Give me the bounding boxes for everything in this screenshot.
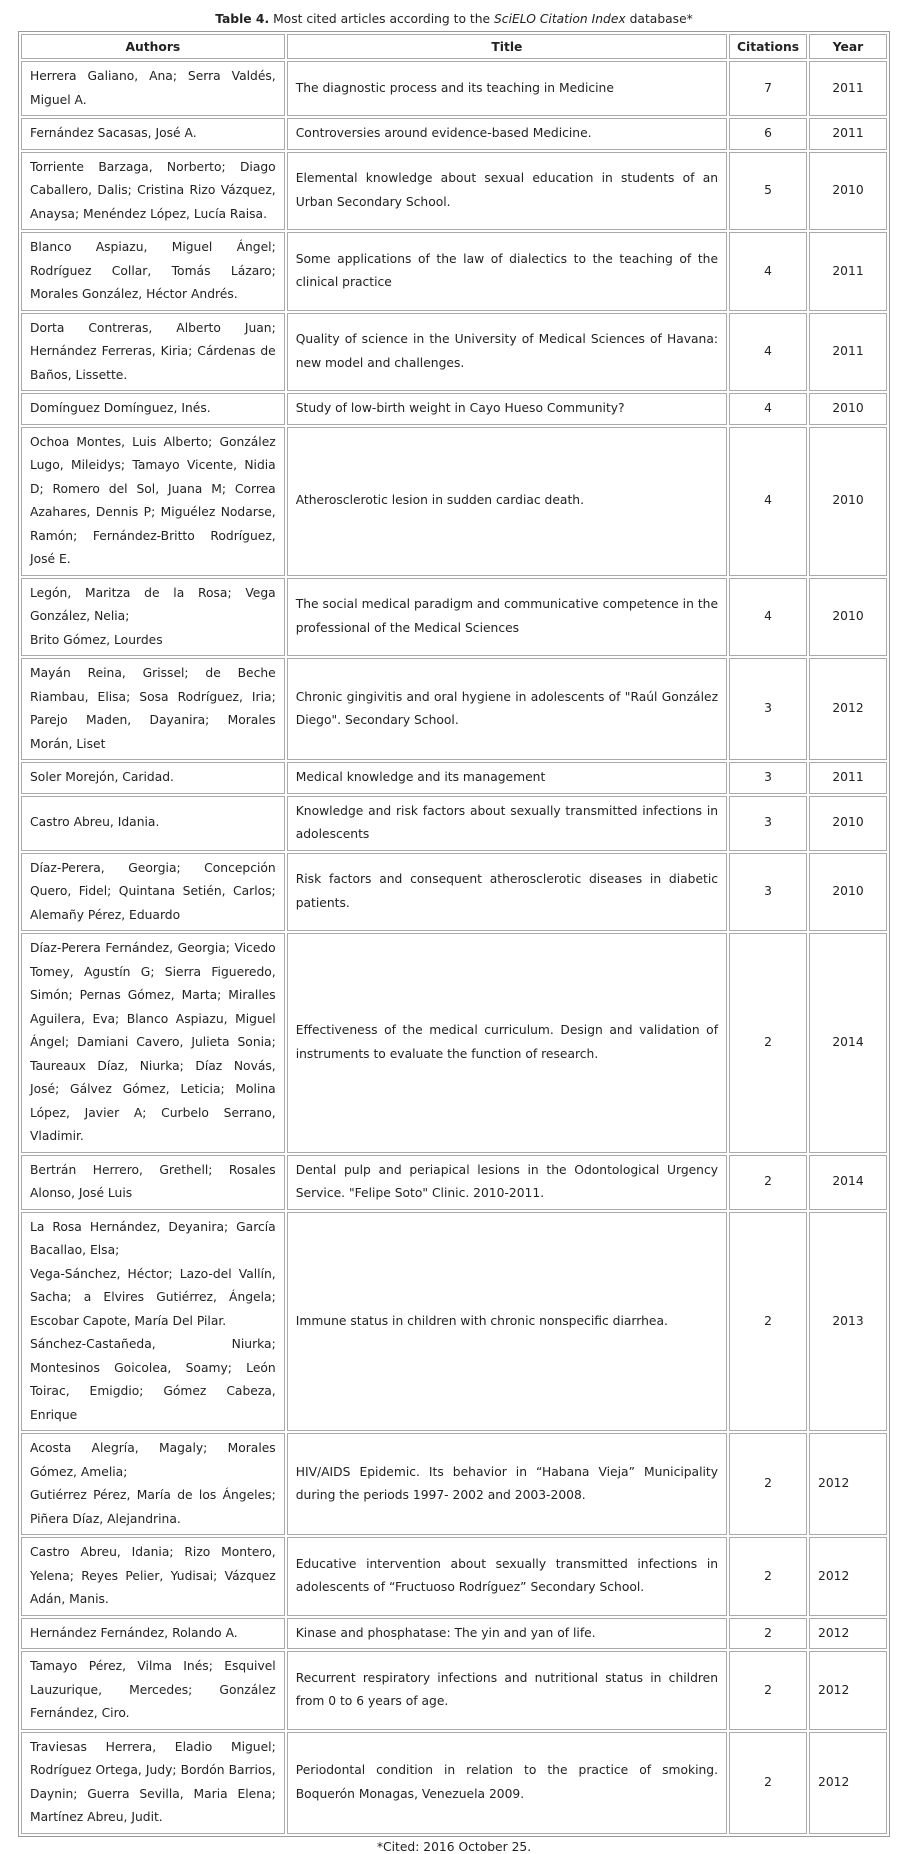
cell-citations: 2	[729, 1732, 807, 1834]
cell-title: Immune status in children with chronic nonspecific diarrhea.	[287, 1212, 727, 1432]
cell-citations: 2	[729, 1433, 807, 1535]
cell-authors	[21, 933, 285, 1153]
cell-authors	[21, 1212, 285, 1432]
caption-text: Most cited articles according to the	[269, 12, 494, 26]
cell-year: 2012	[809, 1651, 887, 1730]
cell-title: Kinase and phosphatase: The yin and yan of life.	[287, 1618, 727, 1650]
cell-title: Recurrent respiratory infections and nutritional status in children from 0 to 6 years of age.	[287, 1651, 727, 1730]
cell-year: 2010	[809, 152, 887, 231]
cell-authors	[21, 152, 285, 231]
cell-authors	[21, 1537, 285, 1616]
author-line: Acosta Alegría, Magaly; Morales Gómez, Amelia;	[30, 1441, 276, 1479]
cell-authors	[21, 118, 285, 150]
table-row	[21, 118, 887, 150]
author-line: Vega-Sánchez, Héctor; Lazo-del Vallín, Sacha; a Elvires Gutiérrez, Ángela; Escobar Capote, María Del Pilar.	[30, 1266, 276, 1328]
cell-year: 2011	[809, 118, 887, 150]
header-citations: Citations	[729, 34, 807, 59]
cell-authors	[21, 393, 285, 425]
cell-title: Quality of science in the University of Medical Sciences of Havana: new model and challenges.	[287, 313, 727, 392]
cell-citations: 2	[729, 1155, 807, 1210]
cell-year: 2012	[809, 658, 887, 760]
cell-citations: 2	[729, 933, 807, 1153]
cell-year: 2012	[809, 1433, 887, 1535]
table-row	[21, 393, 887, 425]
author-line: Herrera Galiano, Ana; Serra Valdés, Miguel A.	[30, 69, 276, 107]
cell-citations: 3	[729, 658, 807, 760]
author-line: Gutiérrez Pérez, María de los Ángeles; Piñera Díaz, Alejandrina.	[30, 1488, 276, 1526]
cell-year: 2011	[809, 762, 887, 794]
author-line: Sánchez-Castañeda, Niurka; Montesinos Goicolea, Soamy; León Toirac, Emigdio; Gómez Cabeza, Enrique	[30, 1337, 276, 1422]
author-line: Dorta Contreras, Alberto Juan; Hernández Ferreras, Kiria; Cárdenas de Baños, Lissette.	[30, 320, 276, 382]
author-line: Castro Abreu, Idania.	[30, 815, 160, 830]
cell-title: Medical knowledge and its management	[287, 762, 727, 794]
table-row	[21, 1618, 887, 1650]
table-row	[21, 933, 887, 1153]
table-row	[21, 61, 887, 116]
table-row	[21, 313, 887, 392]
table-row	[21, 1651, 887, 1730]
table-row	[21, 152, 887, 231]
cell-citations: 4	[729, 232, 807, 311]
author-line: Domínguez Domínguez, Inés.	[30, 401, 211, 415]
cell-year: 2010	[809, 796, 887, 851]
cell-citations: 6	[729, 118, 807, 150]
cell-title: The social medical paradigm and communicative competence in the professional of the Medical Sciences	[287, 578, 727, 657]
table-row	[21, 1155, 887, 1210]
header-row	[21, 34, 887, 59]
cell-title: The diagnostic process and its teaching in Medicine	[287, 61, 727, 116]
table-row	[21, 427, 887, 576]
cell-authors	[21, 61, 285, 116]
cell-year: 2011	[809, 232, 887, 311]
cell-title: Knowledge and risk factors about sexually transmitted infections in adolescents	[287, 796, 727, 851]
cell-year: 2013	[809, 1212, 887, 1432]
author-line: Tamayo Pérez, Vilma Inés; Esquivel Lauzurique, Mercedes; González Fernández, Ciro.	[30, 1659, 276, 1720]
table-row	[21, 578, 887, 657]
table-row	[21, 796, 887, 851]
cell-title: Atherosclerotic lesion in sudden cardiac death.	[287, 427, 727, 576]
cell-citations: 2	[729, 1537, 807, 1616]
header-title: Title	[287, 34, 727, 59]
cell-authors	[21, 658, 285, 760]
author-line: Díaz-Perera Fernández, Georgia; Vicedo Tomey, Agustín G; Sierra Figueredo, Simón; Pernas Gómez, Marta; Miralles Aguilera, Eva; Blanco Aspiazu, Miguel Ángel; Damiani Cavero, Julieta Sonia; Taureaux Díaz, Niurka; Díaz Novás, José; Gálvez Gómez, Leticia; Molina López, Javier A; Curbelo Serrano, Vladimir.	[30, 941, 276, 1143]
author-line: Bertrán Herrero, Grethell; Rosales Alonso, José Luis	[30, 1162, 276, 1200]
cell-year: 2012	[809, 1618, 887, 1650]
cell-citations: 2	[729, 1651, 807, 1730]
author-line: Legón, Maritza de la Rosa; Vega González, Nelia;	[30, 585, 276, 623]
table-caption	[18, 12, 890, 26]
author-line: La Rosa Hernández, Deyanira; García Bacallao, Elsa;	[30, 1219, 276, 1257]
cell-title: Elemental knowledge about sexual education in students of an Urban Secondary School.	[287, 152, 727, 231]
cell-citations: 3	[729, 853, 807, 932]
cell-year: 2012	[809, 1732, 887, 1834]
cell-title: Educative intervention about sexually transmitted infections in adolescents of “Fructuoso Rodríguez” Secondary School.	[287, 1537, 727, 1616]
cell-authors	[21, 853, 285, 932]
author-line: Traviesas Herrera, Eladio Miguel; Rodríguez Ortega, Judy; Bordón Barrios, Daynin; Guerra Sevilla, Maria Elena; Martínez Abreu, Judit.	[30, 1739, 276, 1824]
caption-database: SciELO Citation Index	[494, 12, 626, 26]
cell-citations: 4	[729, 427, 807, 576]
cell-citations: 2	[729, 1618, 807, 1650]
cell-authors	[21, 1651, 285, 1730]
cell-citations: 3	[729, 762, 807, 794]
cell-year: 2010	[809, 853, 887, 932]
cell-authors	[21, 796, 285, 851]
author-line: Mayán Reina, Grissel; de Beche Riambau, Elisa; Sosa Rodríguez, Iria; Parejo Maden, Dayanira; Morales Morán, Liset	[30, 666, 276, 751]
cell-title: Dental pulp and periapical lesions in the Odontological Urgency Service. "Felipe Soto" Clinic. 2010-2011.	[287, 1155, 727, 1210]
cell-title: Some applications of the law of dialectics to the teaching of the clinical practice	[287, 232, 727, 311]
table-row	[21, 762, 887, 794]
table-row	[21, 853, 887, 932]
cell-citations: 7	[729, 61, 807, 116]
cell-title: Chronic gingivitis and oral hygiene in adolescents of "Raúl González Diego". Secondary School.	[287, 658, 727, 760]
cell-title: HIV/AIDS Epidemic. Its behavior in “Habana Vieja” Municipality during the periods 1997- 2002 and 2003-2008.	[287, 1433, 727, 1535]
header-authors: Authors	[21, 34, 285, 59]
cell-citations: 2	[729, 1212, 807, 1432]
cell-title: Periodontal condition in relation to the practice of smoking. Boquerón Monagas, Venezuela 2009.	[287, 1732, 727, 1834]
cell-authors	[21, 427, 285, 576]
table-row	[21, 1537, 887, 1616]
cell-authors	[21, 232, 285, 311]
table-row	[21, 1732, 887, 1834]
cell-year: 2014	[809, 1155, 887, 1210]
author-line: Brito Gómez, Lourdes	[30, 632, 163, 647]
author-line: Fernández Sacasas, José A.	[30, 126, 197, 140]
cell-citations: 5	[729, 152, 807, 231]
caption-label: Table 4.	[215, 12, 270, 26]
author-line: Soler Morejón, Caridad.	[30, 770, 174, 784]
cell-citations: 3	[729, 796, 807, 851]
cell-title: Effectiveness of the medical curriculum. Design and validation of instruments to evaluate the function of research.	[287, 933, 727, 1153]
cell-authors	[21, 1433, 285, 1535]
table-row	[21, 232, 887, 311]
header-year: Year	[809, 34, 887, 59]
author-line: Ochoa Montes, Luis Alberto; González Lugo, Mileidys; Tamayo Vicente, Nidia D; Romero del Sol, Juana M; Correa Azahares, Dennis P; Miguélez Nodarse, Ramón; Fernández-Britto Rodríguez, José E.	[30, 434, 276, 566]
author-line: Díaz-Perera, Georgia; Concepción Quero, Fidel; Quintana Setién, Carlos; Alemañy Pérez, Eduardo	[30, 860, 276, 922]
cell-authors	[21, 1732, 285, 1834]
cell-year: 2010	[809, 427, 887, 576]
cell-year: 2010	[809, 578, 887, 657]
author-line: Hernández Fernández, Rolando A.	[30, 1625, 238, 1640]
cell-year: 2012	[809, 1537, 887, 1616]
cell-citations: 4	[729, 313, 807, 392]
cell-title: Controversies around evidence-based Medicine.	[287, 118, 727, 150]
cell-authors	[21, 1155, 285, 1210]
cell-year: 2011	[809, 61, 887, 116]
cell-title: Study of low-birth weight in Cayo Hueso Community?	[287, 393, 727, 425]
cell-year: 2010	[809, 393, 887, 425]
cell-authors	[21, 578, 285, 657]
cell-authors	[21, 762, 285, 794]
citations-table	[18, 31, 890, 1837]
cell-citations: 4	[729, 578, 807, 657]
table-row	[21, 1433, 887, 1535]
author-line: Torriente Barzaga, Norberto; Diago Caballero, Dalis; Cristina Rizo Vázquez, Anaysa; Menéndez López, Lucía Raisa.	[30, 159, 276, 221]
cell-year: 2011	[809, 313, 887, 392]
cell-authors	[21, 313, 285, 392]
caption-suffix: database*	[625, 12, 693, 26]
author-line: Blanco Aspiazu, Miguel Ángel; Rodríguez Collar, Tomás Lázaro; Morales González, Héctor Andrés.	[30, 240, 276, 301]
author-line: Castro Abreu, Idania; Rizo Montero, Yelena; Reyes Pelier, Yudisai; Vázquez Adán, Manis.	[30, 1545, 276, 1606]
table-row	[21, 1212, 887, 1432]
table-row	[21, 658, 887, 760]
cell-title: Risk factors and consequent atherosclerotic diseases in diabetic patients.	[287, 853, 727, 932]
cell-citations: 4	[729, 393, 807, 425]
cell-authors	[21, 1618, 285, 1650]
footnote: *Cited: 2016 October 25.	[376, 1839, 532, 1854]
cell-year: 2014	[809, 933, 887, 1153]
